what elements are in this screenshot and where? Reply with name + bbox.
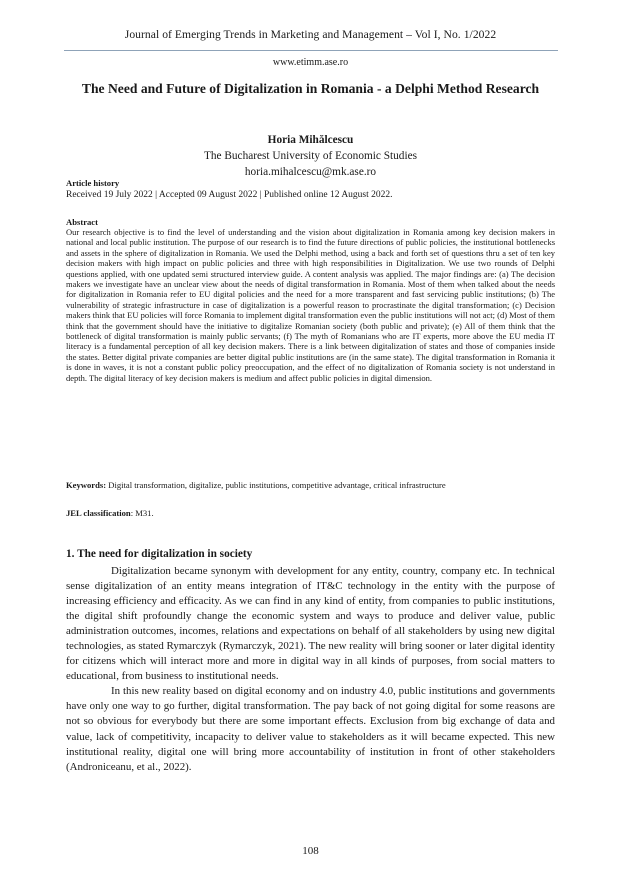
body-paragraph: Digitalization became synonym with development for any entity, country, company etc. In technical sense digitalization of an entity means integration of IT&C technology in the entity with the purpose of increasing efficiency and efficacity. As we can find in any kind of entity, from companies to public institutions, the digital shift profoundly change the economic system and ways to produce and deliver value, public administration outcomes, incomes, relations and expectations on behalf of all stakeholders by using new digital technologies, as stated Rymarczyk (Rymarczyk, 2021). The new reality will bring sooner or later digital identity for citizens which will interact more and more in digital way in all kinds of purposes, from social matters to educational, from business to institutional needs. [66, 565, 555, 683]
jel-label: JEL classification [66, 508, 131, 518]
journal-website: www.etimm.ase.ro [272, 57, 349, 68]
abstract-text: Our research objective is to find the level of understanding and the vision about digitalization in Romania among key decision makers in national and local public institution. The purpose of our research is to find the future directions of public policies, the institutional bottlenecks and assets in the sphere of digitalization in Romania. We used the Delphi method, using a back and forth set of questions thru a set of ten key decision makers with high impact on public policies and three with high responsibilities in Digitalization. We use two rounds of Delphi questions applied, with one updated semi structured interview guide. A content analysis was applied. The major findings are: (a) The decision makers we investigate have an unclear view about the needs of digital transformation in Romania. Most of them when talked about the needs for digitalization in Romania refer to EU digital policies and the need for a more transparent and fast servicing public institutions; (b) The vulnerability of strategic infrastructure in case of digitalization is a powerful reason to procrastinate the digital transformation; (c) Decision makers think that EU policies will force Romania to implement digital transformation even the public institutions will not act; (d) Most of them think that the government should have the initiative to digitalize Romanian society (both public and private); (e) All of them think that the bottleneck of digital transformation is mainly public servants; (f) The myth of Romanians who are IT experts, more above the EU media IT literacy is a fundamental perception of all key decision makers. There is a link between digitalization of states and those of companies inside the states. Better digital private companies are better digital public institutions are (in the same state). The digital transformation in Romania it is done in waves, it is not a constant public policy preoccupation, and the effect of no digitalization of Romania society is not understand in depth. The digital literacy of key decision makers is medium and affect public policies in digital dimension. [66, 227, 555, 383]
section-heading: 1. The need for digitalization in society [66, 548, 253, 560]
header-divider [64, 50, 558, 51]
jel-classification [66, 508, 154, 518]
keywords-text: Digital transformation, digitalize, public institutions, competitive advantage, critical infrastructure [108, 480, 446, 490]
jel-text: : M31. [130, 508, 154, 518]
article-history-text: Received 19 July 2022 | Accepted 09 August 2022 | Published online 12 August 2022. [66, 190, 393, 200]
article-history-label: Article history [66, 178, 120, 188]
body-paragraph: In this new reality based on digital economy and on industry 4.0, public institutions and governments have only one way to go further, digital transformation. The pay back of not going digital for some reasons are not so obvious for everybody but there are some important effects. Exclusion from big exchange of data and value, lack of competitivity, incapacity to deliver value to stakeholders as it will became expected. This new institutional reality, digital one will bring more accountability of institution in front of other stakeholders (Androniceanu, et al., 2022). [66, 685, 555, 773]
keywords [66, 480, 555, 490]
keywords-label: Keywords: [66, 480, 107, 490]
page-number: 108 [302, 845, 319, 857]
author-name: Horia Mihălcescu [267, 134, 354, 146]
journal-header: Journal of Emerging Trends in Marketing and Management – Vol I, No. 1/2022 [124, 28, 497, 41]
abstract-label: Abstract [66, 217, 98, 227]
author-affiliation: The Bucharest University of Economic Studies [203, 150, 418, 162]
section-body [66, 564, 555, 775]
author-email: horia.mihalcescu@mk.ase.ro [244, 166, 377, 178]
article-title: The Need and Future of Digitalization in Romania - a Delphi Method Research [81, 81, 540, 96]
